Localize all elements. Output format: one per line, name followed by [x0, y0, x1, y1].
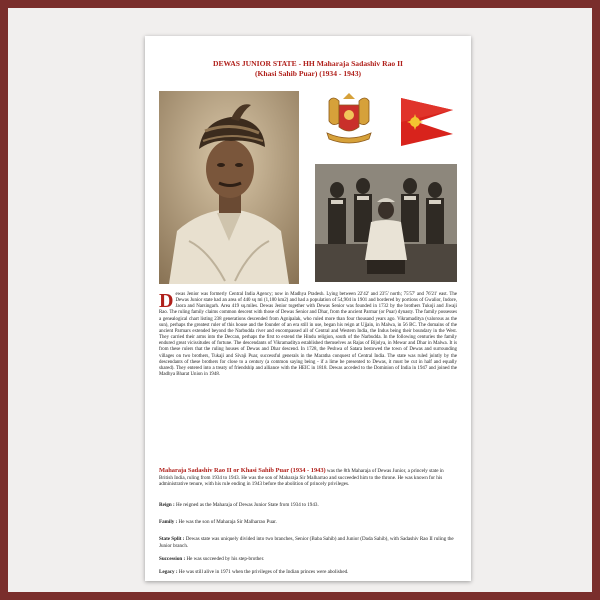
fact-text: He was succeeded by his step-brother.: [185, 556, 265, 562]
fact-reign: [159, 502, 457, 509]
group-photo: [315, 164, 457, 282]
portrait-photo: [159, 91, 299, 284]
fact-text: He was still alive in 1971 when the privileges of the Indian princes were abolished.: [177, 569, 349, 575]
bio-paragraph: [159, 468, 457, 488]
fact-label: Succession :: [159, 556, 186, 562]
fact-label: Family :: [159, 519, 178, 525]
fact-text: He was the son of Maharaja Sir Malharrao Puar.: [177, 519, 277, 525]
fact-text: He reigned as the Maharaja of Dewas Junior State from 1934 to 1943.: [174, 502, 319, 508]
history-text: ewas Jenior was formerly Central India Agency; now in Madhya Pradesh. Lying between 22'42' and 23'5' north; 75'57' and 76'21' east. The Dewas Junior state had an area of 440 sq mi (1,100 km2) and had a population of 54,904 in 1901 and bordered by portions of Gwalior, Indore, Jaora and Narsingarh. Area 419 sq.miles. Dewas Jenior together with Dewas Senior was founded in 1732 by the brothers Tukoji and Jiwaji Rao. The ruling family claims common descent with those of Dewas Senior and Dhar, from the ancient Parmar (or Puar) dynasty. The family possesses a genealogical chart listing 238 generations descended from Agnipalak, who ruled more than four thousand years ago. Vikramaditya (valorous as the sun), perhaps the greatest ruler of this house and the founder of an era still in use, began his reign at Ujjain, in Malwa, in 56 BC. The domains of the ancient Parmars extended beyond the Narbudda river and encompassed all of Central and Western India, the Indus being their boundary in the West. They carried their arms into the Deccan, perhaps the first to extend the Hindu religion, south of the Narbudda. In the following centuries the family endured great vicissitudes of fortune. The descendants of Vikramaditya established themselves as Rajas of Bijolya, in Mewar and Dhar in Malwa. It is from these rulers that the ruling houses of Dewas and Dhar descend. In 1728, the Peshwa of Satara bestowed the town of Dewas and surrounding villages on two brothers, Tukaji and Sivaji Puar, successful generals in the Maratha conquest of Central India. The state was ruled jointly by the descendants of these brothers for close to a century (a common saying being - if a lime be presented to Dewas, it must be cut in half and equally shared). They entered into a treaty of friendship and alliance with the HEIC in 1818. Dewas acceded to the Dominion of India in 1947 and joined the Madhya Bharat Union in 1948.: [159, 292, 457, 378]
portrait-drawing: [159, 91, 299, 284]
bio-name: Maharaja Sadashiv Rao II or Khasi Sahib Puar (1934 - 1943): [159, 467, 326, 474]
history-paragraph: [159, 292, 457, 378]
fact-label: Legacy :: [159, 569, 178, 575]
fact-label: State Split :: [159, 536, 185, 542]
fact-label: Reign :: [159, 502, 175, 508]
crest-icon: [323, 93, 375, 147]
poster-sheet: [145, 36, 471, 581]
group-drawing: [315, 164, 457, 282]
fact-succession: [159, 556, 457, 563]
drop-cap: D: [159, 290, 174, 312]
fact-state-split: [159, 536, 457, 549]
poster-title: [159, 59, 457, 78]
fact-legacy: [159, 569, 457, 576]
bio-text: was the 8th Maharaja of Dewas Junior, a princely state in British India, ruling from 1934 to 1943. He was the son of Maharaja Sir Malharrao and succeeded him to the throne. He was known for his administrative tenure, with his rule ending in 1943 before the abolition of princely privileges.: [159, 468, 444, 488]
fact-text: Dewas state was uniquely divided into two branches, Senior (Baba Sahib) and Junior (Dada Sahib), with Sadashiv Rao II ruling the Junior branch.: [159, 536, 454, 549]
title-line-1: DEWAS JUNIOR STATE - HH Maharaja Sadashiv Rao II: [212, 59, 403, 68]
flag-icon: [399, 96, 455, 148]
fact-family: [159, 519, 457, 526]
title-line-2: (Khasi Sahib Puar) (1934 - 1943): [254, 68, 362, 78]
